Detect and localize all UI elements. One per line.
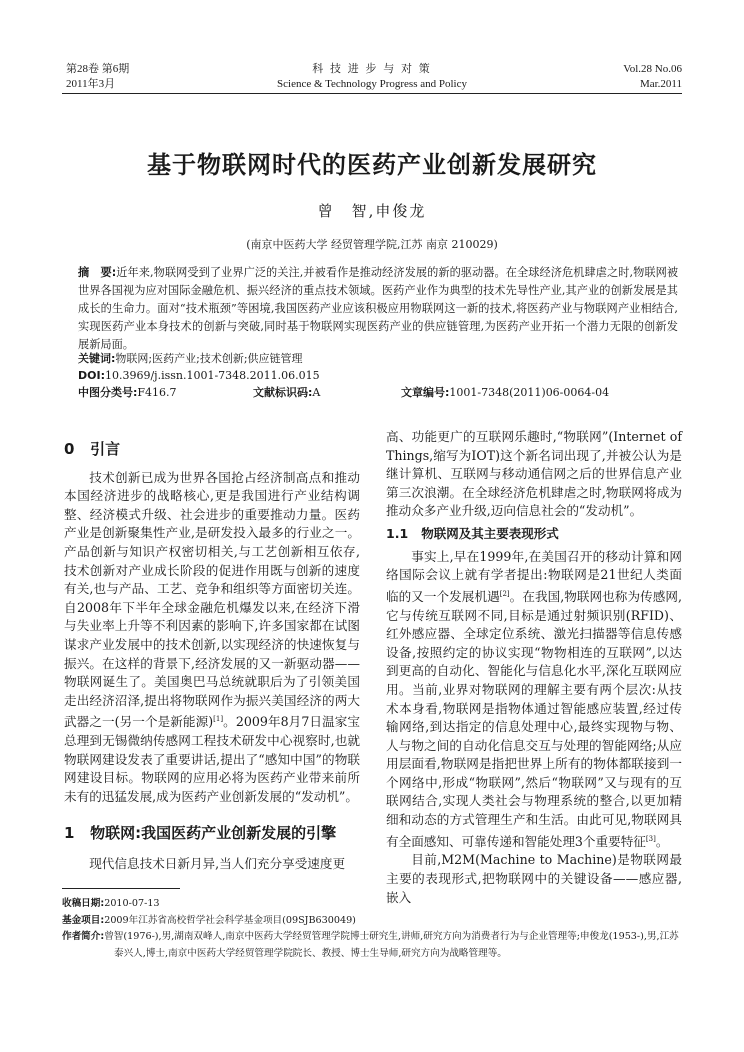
keywords <box>78 350 303 367</box>
volume-cn: 第28卷 第6期 <box>66 63 130 75</box>
journal-cn: 科 技 进 步 与 对 策 <box>312 63 432 75</box>
keywords-label: 关键词: <box>78 352 116 365</box>
received-date <box>62 896 682 913</box>
doi <box>78 367 320 384</box>
doc-code-label: 文献标识码: <box>253 386 313 399</box>
clc-value: F416.7 <box>137 386 177 399</box>
section-0-heading <box>64 440 360 459</box>
abstract-text: 近年来,物联网受到了业界广泛的关注,并被看作是推动经济发展的新的驱动器。在全球经济危机肆虐之时,物联网被世界各国视为应对国际金融危机、振兴经济的重点技术领域。医药产业作为典型的技术先导性产业,其产业的创新发展是其成长的生命力。面对“技术瓶颈”等困境,我国医药产业应该积极应用物联网这一新的技术,将医药产业与物联网产业相结合,实现医药产业本身技术的创新与突破,同时基于物联网实现医药产业的供应链管理,为医药产业开拓一个潜力无限的创新发展新局面。 <box>78 266 679 351</box>
paragraph: 现代信息技术日新月异,当人们充分享受速度更 <box>89 856 346 872</box>
clc-label: 中图分类号: <box>78 386 138 399</box>
section-number: 0 <box>64 440 75 458</box>
footnote-rule <box>62 888 180 889</box>
citation: [3] <box>645 834 656 843</box>
affiliation: (南京中医药大学 经贸管理学院,江苏 南京 210029) <box>246 238 498 251</box>
doc-code <box>253 384 320 401</box>
paragraph-text: 。 <box>655 833 669 849</box>
keywords-text: 物联网;医药产业;技术创新;供应链管理 <box>115 352 303 365</box>
author-bio <box>62 929 682 962</box>
fund-label: 基金项目: <box>62 914 105 926</box>
section-number: 1.1 <box>386 525 409 541</box>
paragraph: 高、功能更广的互联网乐趣时,“物联网”(Internet of Things,缩写为IOT)这个新名词出现了,并被公认为是继计算机、互联网与移动通信网之后的世界信息产业第三次浪潮。在全球经济危机肆虐之时,物联网将成为推动众多产业升级,迈向信息社会的“发动机”。 <box>386 429 682 519</box>
paragraph-text: 事实上,早在1999年,在美国召开的移动计算和网络国际会议上就有学者提出:物联网是21世纪人类面临的又一个发展机遇 <box>386 548 682 604</box>
footnotes <box>62 896 682 962</box>
left-column <box>64 440 360 874</box>
paragraph <box>386 548 682 852</box>
header-right <box>623 62 682 92</box>
paragraph-text: 技术创新已成为世界各国抢占经济制高点和推动本国经济进步的战略核心,更是我国进行产业结构调整、经济模式升级、社会进步的重要推动力量。医药产业是创新聚集性产业,是研发投入最多的行业之一。产品创新与知识产权密切相关,与工艺创新相互依存,技术创新对产业成长阶段的促进作用既与创新的速度有关,也与产品、工艺、竞争和组织等方面密切关连。自2008年下半年全球金融危机爆发以来,在经济下滑与失业率上升等不利因素的影响下,许多国家都在试图谋求产业发展中的技术创新,以实现经济的快速恢复与振兴。在这样的背景下,经济发展的又一新驱动器——物联网诞生了。美国奥巴马总统就职后为了引领美国走出经济沼泽,提出将物联网作为振兴美国经济的两大武器之一(另一个是新能源) <box>64 469 360 730</box>
article-no <box>401 384 609 401</box>
header-rule <box>62 93 682 94</box>
section-title: 物联网及其主要表现形式 <box>421 525 559 541</box>
section-title: 物联网:我国医药产业创新发展的引擎 <box>90 824 337 843</box>
bio-label: 作者简介: <box>62 931 105 942</box>
volume-en: Vol.28 No.06 <box>623 63 682 75</box>
fund <box>62 913 682 930</box>
fund-value: 2009年江苏省高校哲学社会科学基金项目(09SJB630049) <box>104 914 356 926</box>
paper-title: 基于物联网时代的医药产业创新发展研究 <box>147 151 597 179</box>
authors: 曾 智,申俊龙 <box>317 202 427 220</box>
paragraph-text: 。在我国,物联网也称为传感网,它与传统互联网不同,目标是通过射频识别(RFID)、红外感应器、全球定位系统、激光扫描器等信息传感设备,按照约定的协议实现“物物相连的互联网”,以达到更高的自动化、智能化与信息化水平,深化互联网应用。当前,业界对物联网的理解主要有两个层次:从技术本身看,物联网是指物体通过智能感应装置,经过传输网络,到达指定的信息处理中心,最终实现物与物、人与物之间的自动化信息交互与处理的智能网络;从应用层面看,物联网是指把世界上所有的物体都联接到一个网络中,形成“物联网”,然后“物联网”又与现有的互联网结合,实现人类社会与物理系统的整合,以更加精细和动态的方式管理生产和生活。由此可见,物联网具有全面感知、可靠传递和智能处理3个重要特征 <box>386 588 682 849</box>
date-cn: 2011年3月 <box>66 78 116 90</box>
paragraph <box>64 469 360 807</box>
received-value: 2010-07-13 <box>104 898 160 909</box>
journal-en: Science & Technology Progress and Policy <box>277 78 467 90</box>
abstract <box>78 264 678 354</box>
paragraph-text: 。2009年8月7日温家宝总理到无锡微纳传感网工程技术研发中心视察时,也就物联网建设发表了重要讲话,提出了“感知中国”的物联网建设目标。物联网的应用必将为医药产业带来前所未有的迅猛发展,成为医药产业创新发展的“发动机”。 <box>64 714 361 804</box>
doc-code-value: A <box>312 386 321 399</box>
citation: [2] <box>499 589 510 598</box>
classification <box>78 384 678 401</box>
article-no-value: 1001-7348(2011)06-0064-04 <box>449 386 610 399</box>
section-number: 1 <box>64 824 75 843</box>
section-1-1-heading <box>386 525 682 544</box>
doi-label: DOI: <box>78 369 105 382</box>
bio-value: 曾智(1976-),男,湖南双峰人,南京中医药大学经贸管理学院博士研究生,讲师,研究方向为消费者行为与企业管理等;申俊龙(1953-),男,江苏泰兴人,博士,南京中医药大学经贸管理学院院长、教授、博士生导师,研究方向为战略管理等。 <box>104 931 679 959</box>
paragraph: 目前,M2M(Machine to Machine)是物联网最主要的表现形式,把物联网中的关键设备——感应器,嵌入 <box>386 852 682 905</box>
article-no-label: 文章编号: <box>401 386 450 399</box>
abstract-label: 摘 要: <box>78 266 117 279</box>
citation: [1] <box>213 715 224 724</box>
date-en: Mar.2011 <box>639 78 682 90</box>
section-1-heading <box>64 824 360 843</box>
received-label: 收稿日期: <box>62 898 105 909</box>
section-title: 引言 <box>90 440 121 458</box>
doi-value: 10.3969/j.issn.1001-7348.2011.06.015 <box>104 369 320 382</box>
right-column <box>386 428 682 907</box>
